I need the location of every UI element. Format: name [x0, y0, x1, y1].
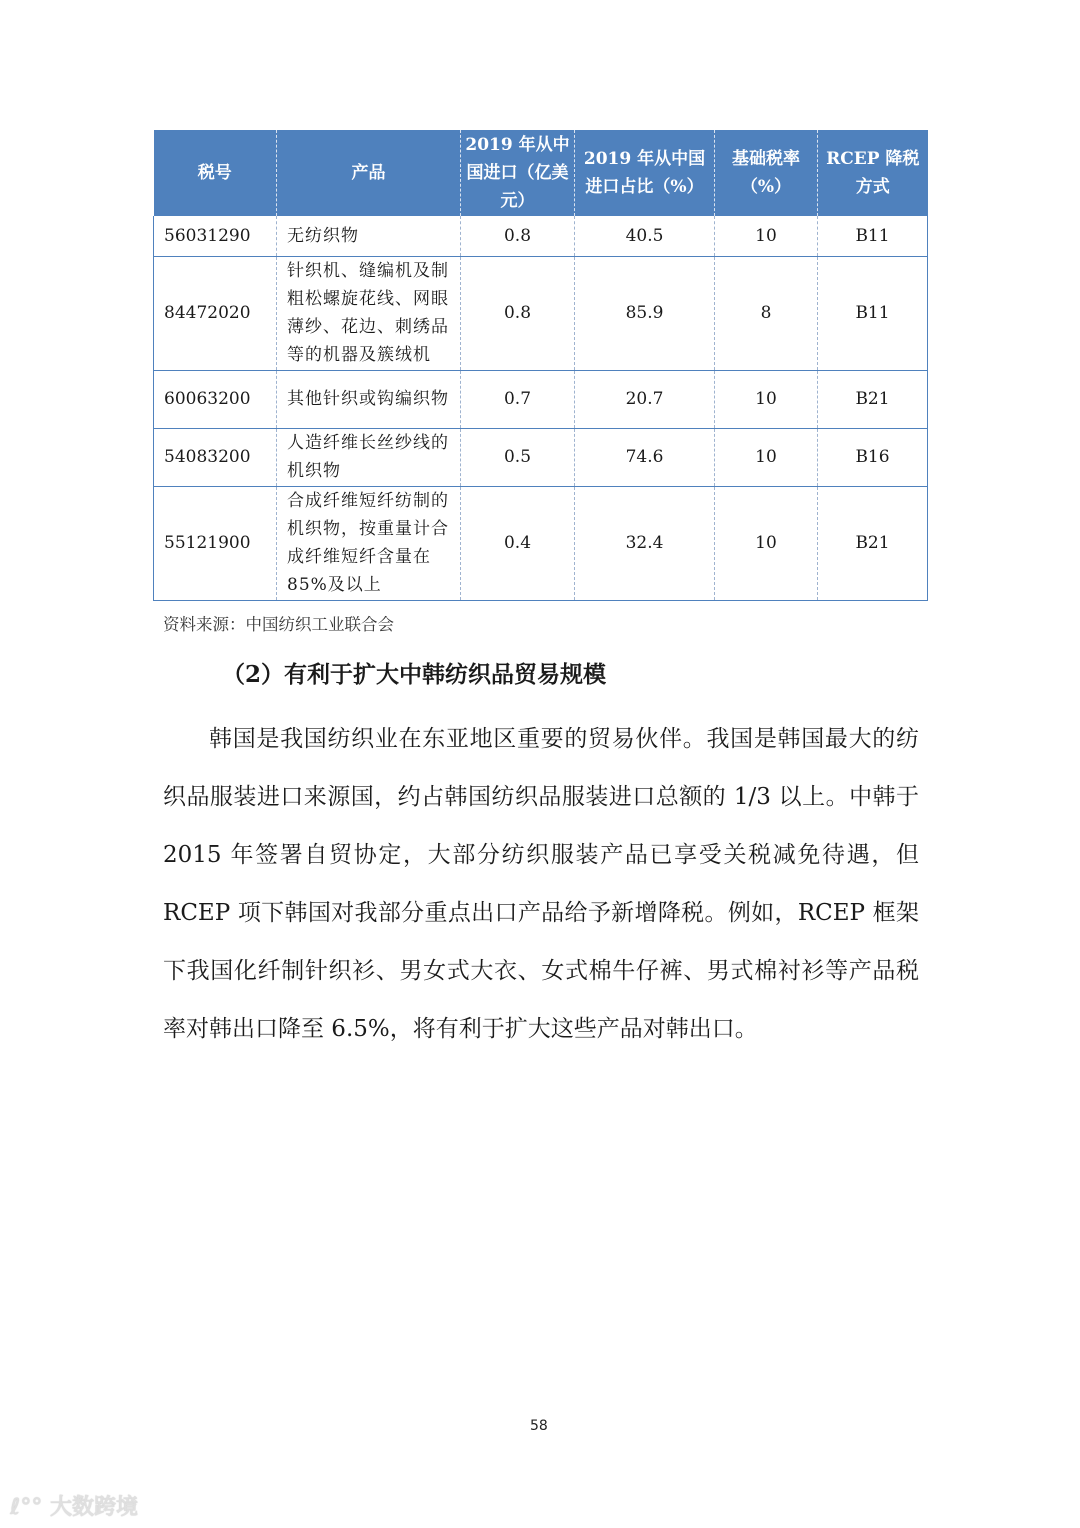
- header-base-rate: 基础税率（%）: [715, 130, 818, 216]
- cell-code: 54083200: [154, 428, 277, 486]
- cell-method: B11: [818, 216, 928, 256]
- watermark-icon: ℓ°°: [10, 1495, 51, 1520]
- table-row: [154, 216, 928, 256]
- tariff-table-container: [153, 130, 927, 601]
- header-tariff-code: 税号: [154, 130, 277, 216]
- cell-product: 人造纤维长丝纱线的机织物: [277, 428, 461, 486]
- cell-base-rate: 8: [715, 256, 818, 370]
- body-paragraph: 韩国是我国纺织业在东亚地区重要的贸易伙伴。我国是韩国最大的纺织品服装进口来源国，约占韩国纺织品服装进口总额的 1/3 以上。中韩于 2015 年签署自贸协定，大部分纺织服装产品已享受关税减免待遇，但 RCEP 项下韩国对我部分重点出口产品给予新增降税。例如，RCEP 框架下我国化纤制针织衫、男女式大衣、女式棉牛仔裤、男式棉衬衫等产品税率对韩出口降至 6.5%，将有利于扩大这些产品对韩出口。: [163, 726, 919, 1042]
- page-number: 58: [530, 1418, 548, 1434]
- cell-import-value: 0.4: [461, 486, 575, 600]
- table-row: [154, 428, 928, 486]
- cell-share: 40.5: [575, 216, 715, 256]
- cell-code: 84472020: [154, 256, 277, 370]
- cell-product: 无纺织物: [277, 216, 461, 256]
- header-import-share: 2019 年从中国进口占比（%）: [575, 130, 715, 216]
- cell-share: 74.6: [575, 428, 715, 486]
- cell-base-rate: 10: [715, 216, 818, 256]
- cell-product: 合成纤维短纤纺制的机织物，按重量计合成纤维短纤含量在 85%及以上: [277, 486, 461, 600]
- section-heading: （2）有利于扩大中韩纺织品贸易规模: [222, 661, 607, 688]
- cell-code: 56031290: [154, 216, 277, 256]
- watermark-text: 大数跨境: [50, 1495, 139, 1520]
- cell-method: B21: [818, 486, 928, 600]
- watermark-logo: [10, 1490, 138, 1521]
- header-rcep-method: RCEP 降税方式: [818, 130, 928, 216]
- cell-code: 55121900: [154, 486, 277, 600]
- cell-import-value: 0.8: [461, 256, 575, 370]
- table-header-row: [154, 130, 928, 216]
- cell-import-value: 0.8: [461, 216, 575, 256]
- cell-method: B11: [818, 256, 928, 370]
- cell-share: 32.4: [575, 486, 715, 600]
- cell-base-rate: 10: [715, 486, 818, 600]
- table-row: [154, 370, 928, 428]
- cell-method: B21: [818, 370, 928, 428]
- cell-share: 20.7: [575, 370, 715, 428]
- table-row: [154, 486, 928, 600]
- header-import-value: 2019 年从中国进口（亿美元）: [461, 130, 575, 216]
- cell-import-value: 0.7: [461, 370, 575, 428]
- cell-share: 85.9: [575, 256, 715, 370]
- tariff-table: [153, 130, 928, 601]
- cell-product: 针织机、缝编机及制粗松螺旋花线、网眼薄纱、花边、刺绣品等的机器及簇绒机: [277, 256, 461, 370]
- header-product: 产品: [277, 130, 461, 216]
- cell-base-rate: 10: [715, 428, 818, 486]
- cell-import-value: 0.5: [461, 428, 575, 486]
- cell-product: 其他针织或钩编织物: [277, 370, 461, 428]
- table-row: [154, 256, 928, 370]
- cell-base-rate: 10: [715, 370, 818, 428]
- cell-code: 60063200: [154, 370, 277, 428]
- cell-method: B16: [818, 428, 928, 486]
- source-note: 资料来源：中国纺织工业联合会: [163, 615, 394, 634]
